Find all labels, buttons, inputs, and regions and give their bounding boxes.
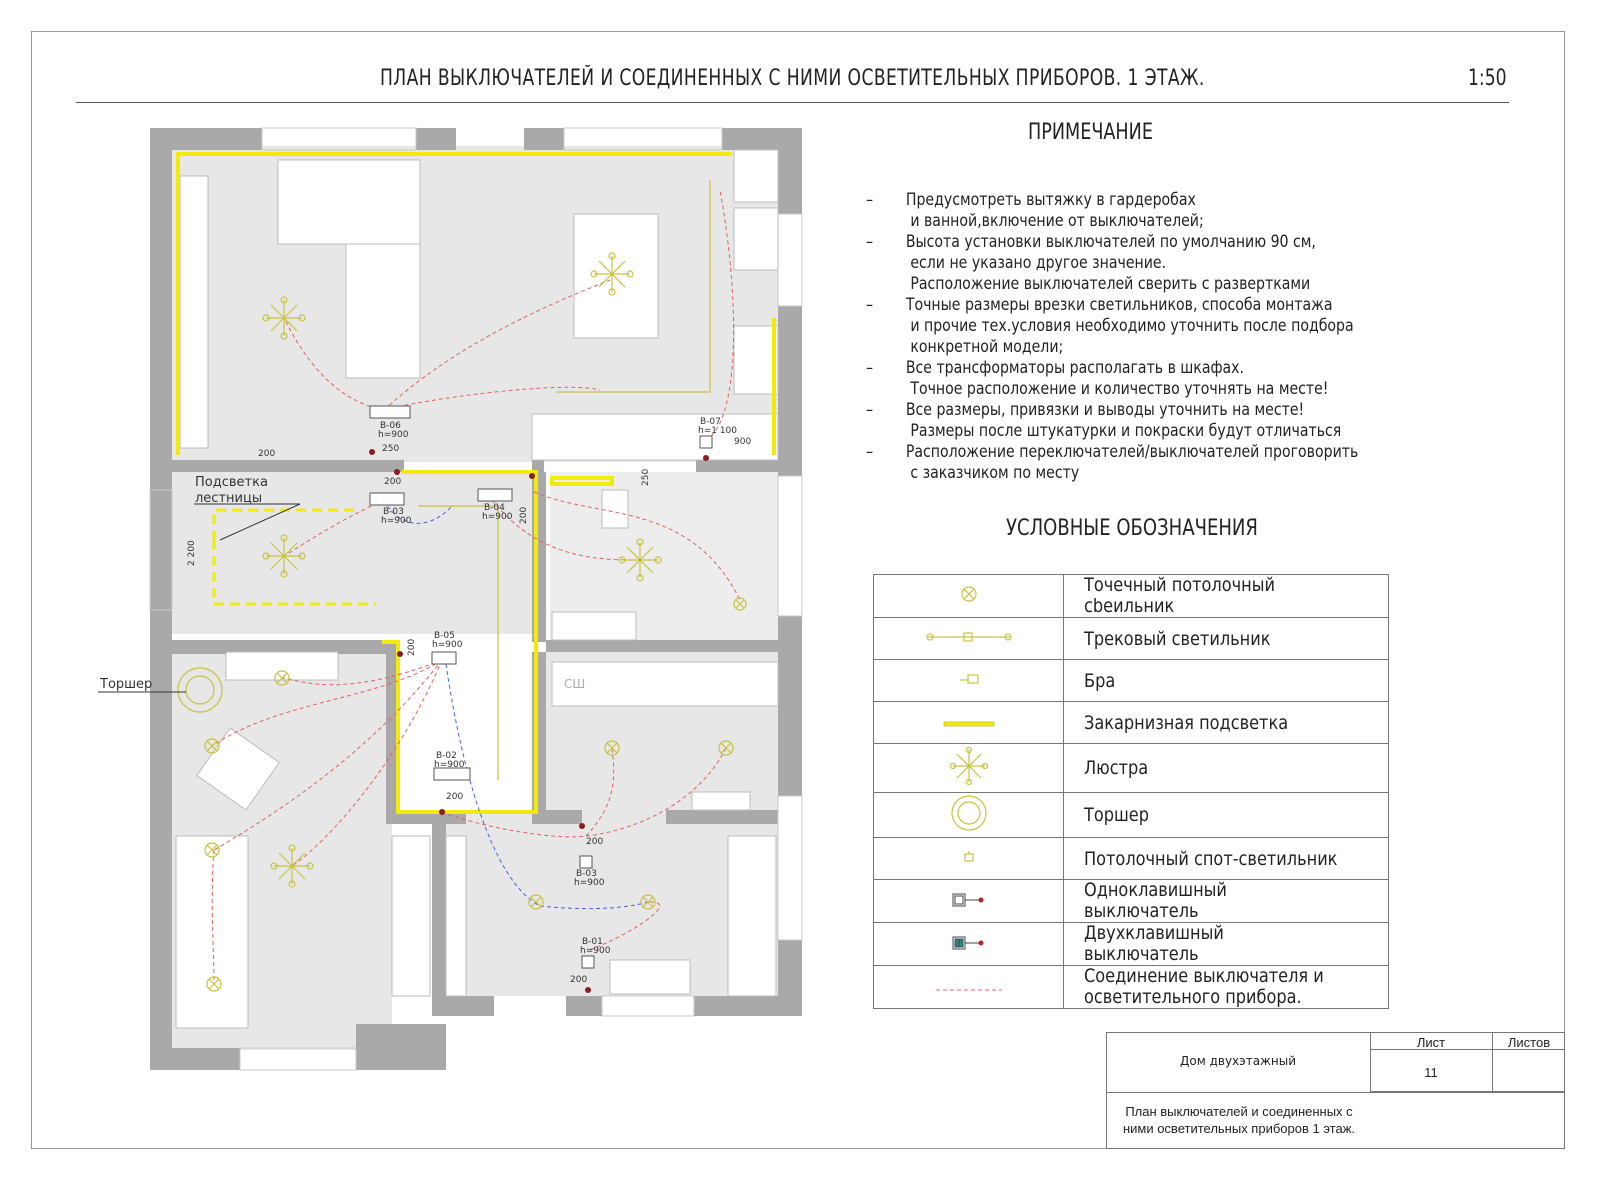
dimension: 2 200	[187, 540, 197, 566]
wall	[356, 1024, 446, 1070]
wall	[696, 460, 778, 472]
legend-label: Одноклавишный выключатель	[1084, 879, 1227, 922]
connection-line-icon	[934, 978, 1004, 997]
switch-height: h=900	[482, 512, 513, 522]
window	[602, 996, 694, 1016]
stair-light-label: Подсветка	[195, 475, 268, 490]
closet-right	[728, 836, 776, 996]
legend-symbol-cell	[874, 660, 1064, 702]
wall	[566, 996, 602, 1016]
legend-table	[873, 574, 1389, 1009]
note-line: Расположение выключателей сверить с развертками	[905, 274, 1311, 294]
legend-label-cell	[1064, 702, 1389, 744]
legend-label-cell	[1064, 838, 1389, 880]
switch-id: В-07	[700, 417, 721, 427]
legend-row	[874, 838, 1389, 880]
legend-label-cell	[1064, 923, 1389, 966]
legend-label-cell	[1064, 660, 1389, 702]
legend-symbol-cell	[874, 744, 1064, 793]
floor-lamp-label: Торшер	[100, 677, 153, 692]
legend-row	[874, 618, 1389, 660]
switch-b03	[370, 493, 404, 505]
legend-symbol-cell	[874, 702, 1064, 744]
drawing-title: ПЛАН ВЫКЛЮЧАТЕЛЕЙ И СОЕДИНЕННЫХ С НИМИ ОСВЕТИТЕЛЬНЫХ ПРИБОРОВ. 1 ЭТАЖ.	[380, 66, 1205, 91]
wall	[432, 996, 494, 1016]
legend-row	[874, 744, 1389, 793]
wall	[778, 128, 802, 214]
switch-id: В-02	[436, 751, 457, 761]
window	[240, 1048, 356, 1070]
legend-symbol-cell	[874, 838, 1064, 880]
note-line: и ванной,включение от выключателей;	[905, 211, 1204, 231]
oven	[734, 208, 778, 270]
sheet-title-line: ними осветительных приборов 1 этаж.	[1122, 1121, 1356, 1136]
window	[778, 476, 802, 616]
legend-row	[874, 966, 1389, 1009]
cornice-lighting-icon	[943, 713, 995, 732]
sheet-title-line: План выключателей и соединенных с	[1125, 1104, 1353, 1119]
sheets-label: Листов	[1507, 1035, 1551, 1050]
wall	[524, 128, 564, 150]
legend-label-cell	[1064, 575, 1389, 618]
closet-left	[392, 836, 430, 996]
wall	[694, 996, 802, 1016]
switch-id: В-04	[484, 503, 505, 513]
window	[778, 796, 802, 940]
legend-label: Бра	[1084, 669, 1116, 692]
note-line: Расположение переключателей/выключателей проговорить	[905, 442, 1359, 462]
note-item	[866, 442, 1359, 484]
switch-id: В-06	[380, 421, 401, 431]
floor-areas	[168, 146, 778, 1050]
dining-table	[574, 214, 658, 338]
switch-height: h=900	[580, 946, 611, 956]
dimension: 900	[734, 437, 752, 447]
note-item	[866, 232, 1331, 295]
wall	[172, 460, 404, 472]
note-dash: –	[866, 232, 874, 252]
closet-label: СШ	[564, 677, 586, 691]
single-switch-icon	[952, 892, 986, 911]
note-item	[866, 190, 1331, 232]
drawing-scale: 1:50	[1468, 66, 1507, 91]
note-item	[866, 400, 1342, 442]
wall	[666, 810, 778, 824]
spot-ceiling-light-icon	[959, 589, 979, 608]
sofa-chaise	[346, 244, 420, 378]
note-line: Все трансформаторы располагать в шкафах.	[905, 358, 1245, 378]
notes-list	[866, 190, 1426, 484]
legend-label: Двухклавишный выключатель	[1084, 922, 1224, 965]
switch-id: В-03	[383, 507, 404, 517]
note-line: Предусмотреть вытяжку в гардеробах	[905, 190, 1196, 210]
wall	[416, 128, 456, 150]
switch-b07	[700, 436, 712, 448]
legend-symbol-cell	[874, 923, 1064, 966]
note-line: Размеры после штукатурки и покраски будут отличаться	[905, 421, 1342, 441]
wall	[150, 128, 262, 150]
wall	[532, 810, 582, 824]
switch-height: h=900	[432, 640, 463, 650]
dimension: 200	[258, 449, 276, 459]
legend-row	[874, 660, 1389, 702]
notes-heading: ПРИМЕЧАНИЕ	[1028, 120, 1153, 145]
shoe-rack	[610, 960, 690, 994]
bathtub	[552, 612, 636, 640]
switch-height: h=1 100	[698, 426, 738, 436]
sheet-label: Лист	[1416, 1035, 1446, 1050]
legend-row	[874, 923, 1389, 966]
note-line: Все размеры, привязки и выводы уточнить на месте!	[905, 400, 1305, 420]
dimension: 200	[570, 975, 588, 985]
dimension: 250	[382, 444, 400, 454]
note-dash: –	[866, 358, 874, 378]
wall	[150, 1048, 240, 1070]
note-line: Высота установки выключателей по умолчанию 90 см,	[905, 232, 1316, 252]
sheet-number: 11	[1424, 1065, 1438, 1080]
dressing-shelf	[692, 792, 750, 810]
stair-light-label: лестницы	[195, 491, 263, 506]
note-dash: –	[866, 190, 874, 210]
dimension: 200	[446, 792, 464, 802]
dimension: 250	[641, 468, 651, 486]
toilet	[602, 490, 628, 528]
switch-height: h=900	[378, 430, 409, 440]
switch-b03-entry	[580, 856, 592, 868]
dimension: 200	[586, 837, 604, 847]
track-light-icon	[924, 629, 1014, 648]
legend-label-cell	[1064, 618, 1389, 660]
bed	[176, 836, 248, 1028]
note-line: Точное расположение и количество уточнять на месте!	[905, 379, 1329, 399]
note-line: и прочие тех.условия необходимо уточнить после подбора	[905, 316, 1354, 336]
floor-lamp-icon	[949, 818, 989, 837]
switch-b06	[370, 406, 410, 418]
legend-label-cell	[1064, 744, 1389, 793]
legend-row	[874, 880, 1389, 923]
switch-id: В-03	[576, 869, 597, 879]
project-name: Дом двухэтажный	[1179, 1054, 1296, 1068]
note-item	[866, 358, 1331, 400]
wall-sconce-icon	[958, 671, 980, 690]
wall	[150, 128, 172, 1050]
legend-symbol-cell	[874, 880, 1064, 923]
legend-label: Трековый светильник	[1084, 627, 1271, 650]
dimension: 200	[407, 638, 417, 656]
legend-label-cell	[1064, 966, 1389, 1009]
wall	[778, 306, 802, 476]
switch-id: В-05	[434, 631, 455, 641]
legend-label-cell	[1064, 880, 1389, 923]
dimension: 200	[384, 477, 402, 487]
switch-b04	[478, 489, 512, 501]
wall	[546, 640, 778, 652]
note-dash: –	[866, 295, 874, 315]
entry-bench	[446, 836, 466, 996]
note-dash: –	[866, 442, 874, 462]
switch-height: h=900	[574, 878, 605, 888]
note-line: с заказчиком по месту	[905, 463, 1080, 483]
sheet-title	[1108, 1103, 1370, 1137]
legend-row	[874, 575, 1389, 618]
legend-symbol-cell	[874, 575, 1064, 618]
wall	[778, 616, 802, 796]
note-line: если не указано другое значение.	[905, 253, 1167, 273]
legend-label-cell	[1064, 793, 1389, 838]
switch-height: h=900	[381, 516, 412, 526]
legend-label: Торшер	[1084, 804, 1149, 826]
note-item	[866, 295, 1354, 358]
switch-id: В-01	[582, 937, 603, 947]
legend-label: Потолочный спот-светильник	[1084, 847, 1338, 870]
switch-b05	[432, 652, 456, 664]
legend-symbol-cell	[874, 793, 1064, 838]
double-switch-icon	[952, 935, 986, 954]
chandelier-icon	[947, 773, 991, 792]
tv-cabinet	[180, 176, 208, 448]
dresser	[226, 652, 338, 680]
wall	[432, 824, 446, 998]
switch-height: h=900	[434, 760, 465, 770]
legend-label: Соединение выключателя и осветительного прибора.	[1084, 965, 1324, 1008]
ceiling-spot-icon	[962, 849, 976, 868]
note-dash: –	[866, 400, 874, 420]
legend-label: Точечный потолочный сbеильник	[1084, 574, 1275, 617]
legend-row	[874, 793, 1389, 838]
legend-heading: УСЛОВНЫЕ ОБОЗНАЧЕНИЯ	[1006, 516, 1258, 541]
wardrobe	[552, 662, 778, 706]
legend-symbol-cell	[874, 966, 1064, 1009]
legend-label: Закарнизная подсветка	[1084, 711, 1289, 734]
dimension: 200	[519, 506, 529, 524]
cooktop	[734, 326, 778, 394]
note-line: Точные размеры врезки светильников, способа монтажа	[905, 295, 1333, 315]
note-line: конкретной модели;	[905, 337, 1064, 357]
legend-label: Люстра	[1084, 757, 1149, 779]
fridge	[734, 150, 778, 202]
window	[778, 214, 802, 306]
switch-b01	[582, 956, 594, 968]
legend-symbol-cell	[874, 618, 1064, 660]
sofa-back	[278, 160, 420, 244]
legend-row	[874, 702, 1389, 744]
